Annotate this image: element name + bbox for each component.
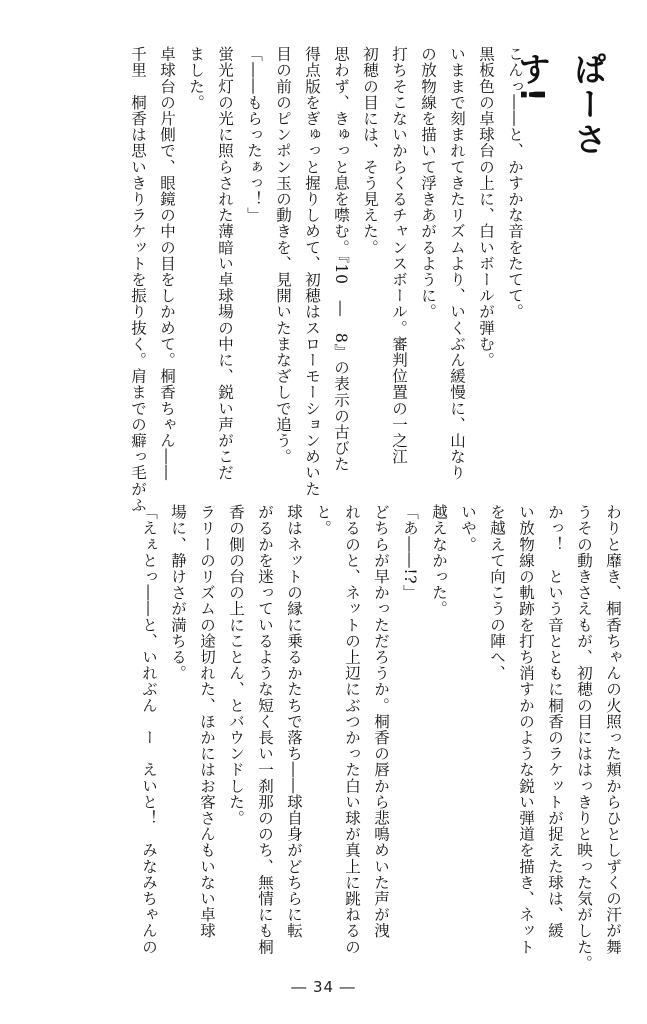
text-line: 千里 桐香は思いきりラケットを振り抜く。肩までの癖っ毛がふ <box>129 46 147 513</box>
text-line: 香の側の台の上にことん、とバウンドした。 <box>227 504 245 826</box>
chapter-title: ぱーさす! <box>513 52 608 157</box>
text-block-top <box>129 46 529 513</box>
text-line: がるかを迷っているような短く長い一刹那ののち、無情にも桐 <box>256 504 274 955</box>
text-line: 「あ――!?」 <box>401 504 419 601</box>
text-line: を越えて向こうの陣へ、 <box>488 504 506 682</box>
text-line: 球はネットの縁に乗るかたちで落ち――球自身がどちらに転 <box>285 504 303 939</box>
text-block-bottom <box>67 504 627 971</box>
text-line: 場に、静けさが満ちる。 <box>169 504 187 682</box>
text-line: 得点版をぎゅっと握りしめて、初穂はスローモーションめいた <box>303 46 321 497</box>
text-line: と。 <box>314 504 332 537</box>
text-line: 黒板色の卓球台の上に、白いボールが弾む。 <box>477 46 495 368</box>
text-line: 「えぇとっ――と、いれぶん ー えいと！ みなみちゃんの <box>140 504 158 955</box>
text-line: 目の前のピンポン玉の動きを、見開いたまなざしで追う。 <box>274 46 292 465</box>
text-line: れるのと、ネットの上辺にぶつかった白い球が真上に跳ねるの <box>343 504 361 955</box>
text-line: 思わず、きゅっと息を噤む。『10 ― 8』の表示の古びた <box>332 46 350 473</box>
text-line: わりと靡き、桐香ちゃんの火照った頬からひとしずくの汗が舞 <box>604 504 622 955</box>
text-line: かっ！ という音とともに桐香のラケットが捉えた球は、緩 <box>546 504 564 939</box>
text-line: 卓球台の片側で、眼鏡の中の目をしかめて。桐香ちゃん―― <box>158 46 176 481</box>
text-line: 「――もらったぁっ！」 <box>245 46 263 224</box>
text-line: いままで刻まれてきたリズムより、いくぶん緩慢に、山なり <box>448 46 466 481</box>
text-line: こんっ――と、かすかな音をたてて。 <box>506 46 524 320</box>
text-line: の放物線を描いて浮きあがるように。 <box>419 46 437 320</box>
text-line: うその動きさえもが、初穂の目にははっきりと映った気がした。 <box>575 504 593 971</box>
text-line: 越えなかった。 <box>430 504 448 617</box>
text-line: い放物線の軌跡を打ち消すかのような鋭い弾道を描き、ネット <box>517 504 535 955</box>
text-line: 打ちそこないからくるチャンスボール。審判位置の一之江 <box>390 46 408 465</box>
text-line: 初穂の目には、そう見えた。 <box>361 46 379 256</box>
text-line: ました。 <box>187 46 205 111</box>
text-line: ラリーのリズムの途切れた、ほかにはお客さんもいない卓球 <box>198 504 216 939</box>
page-number: ― 34 ― <box>291 978 356 996</box>
text-line: いや。 <box>459 504 477 553</box>
text-line: どちらが早かっただろうか。桐香の唇から悲鳴めいた声が洩 <box>372 504 390 939</box>
text-line: 蛍光灯の光に照らされた薄暗い卓球場の中に、鋭い声がこだ <box>216 46 234 481</box>
